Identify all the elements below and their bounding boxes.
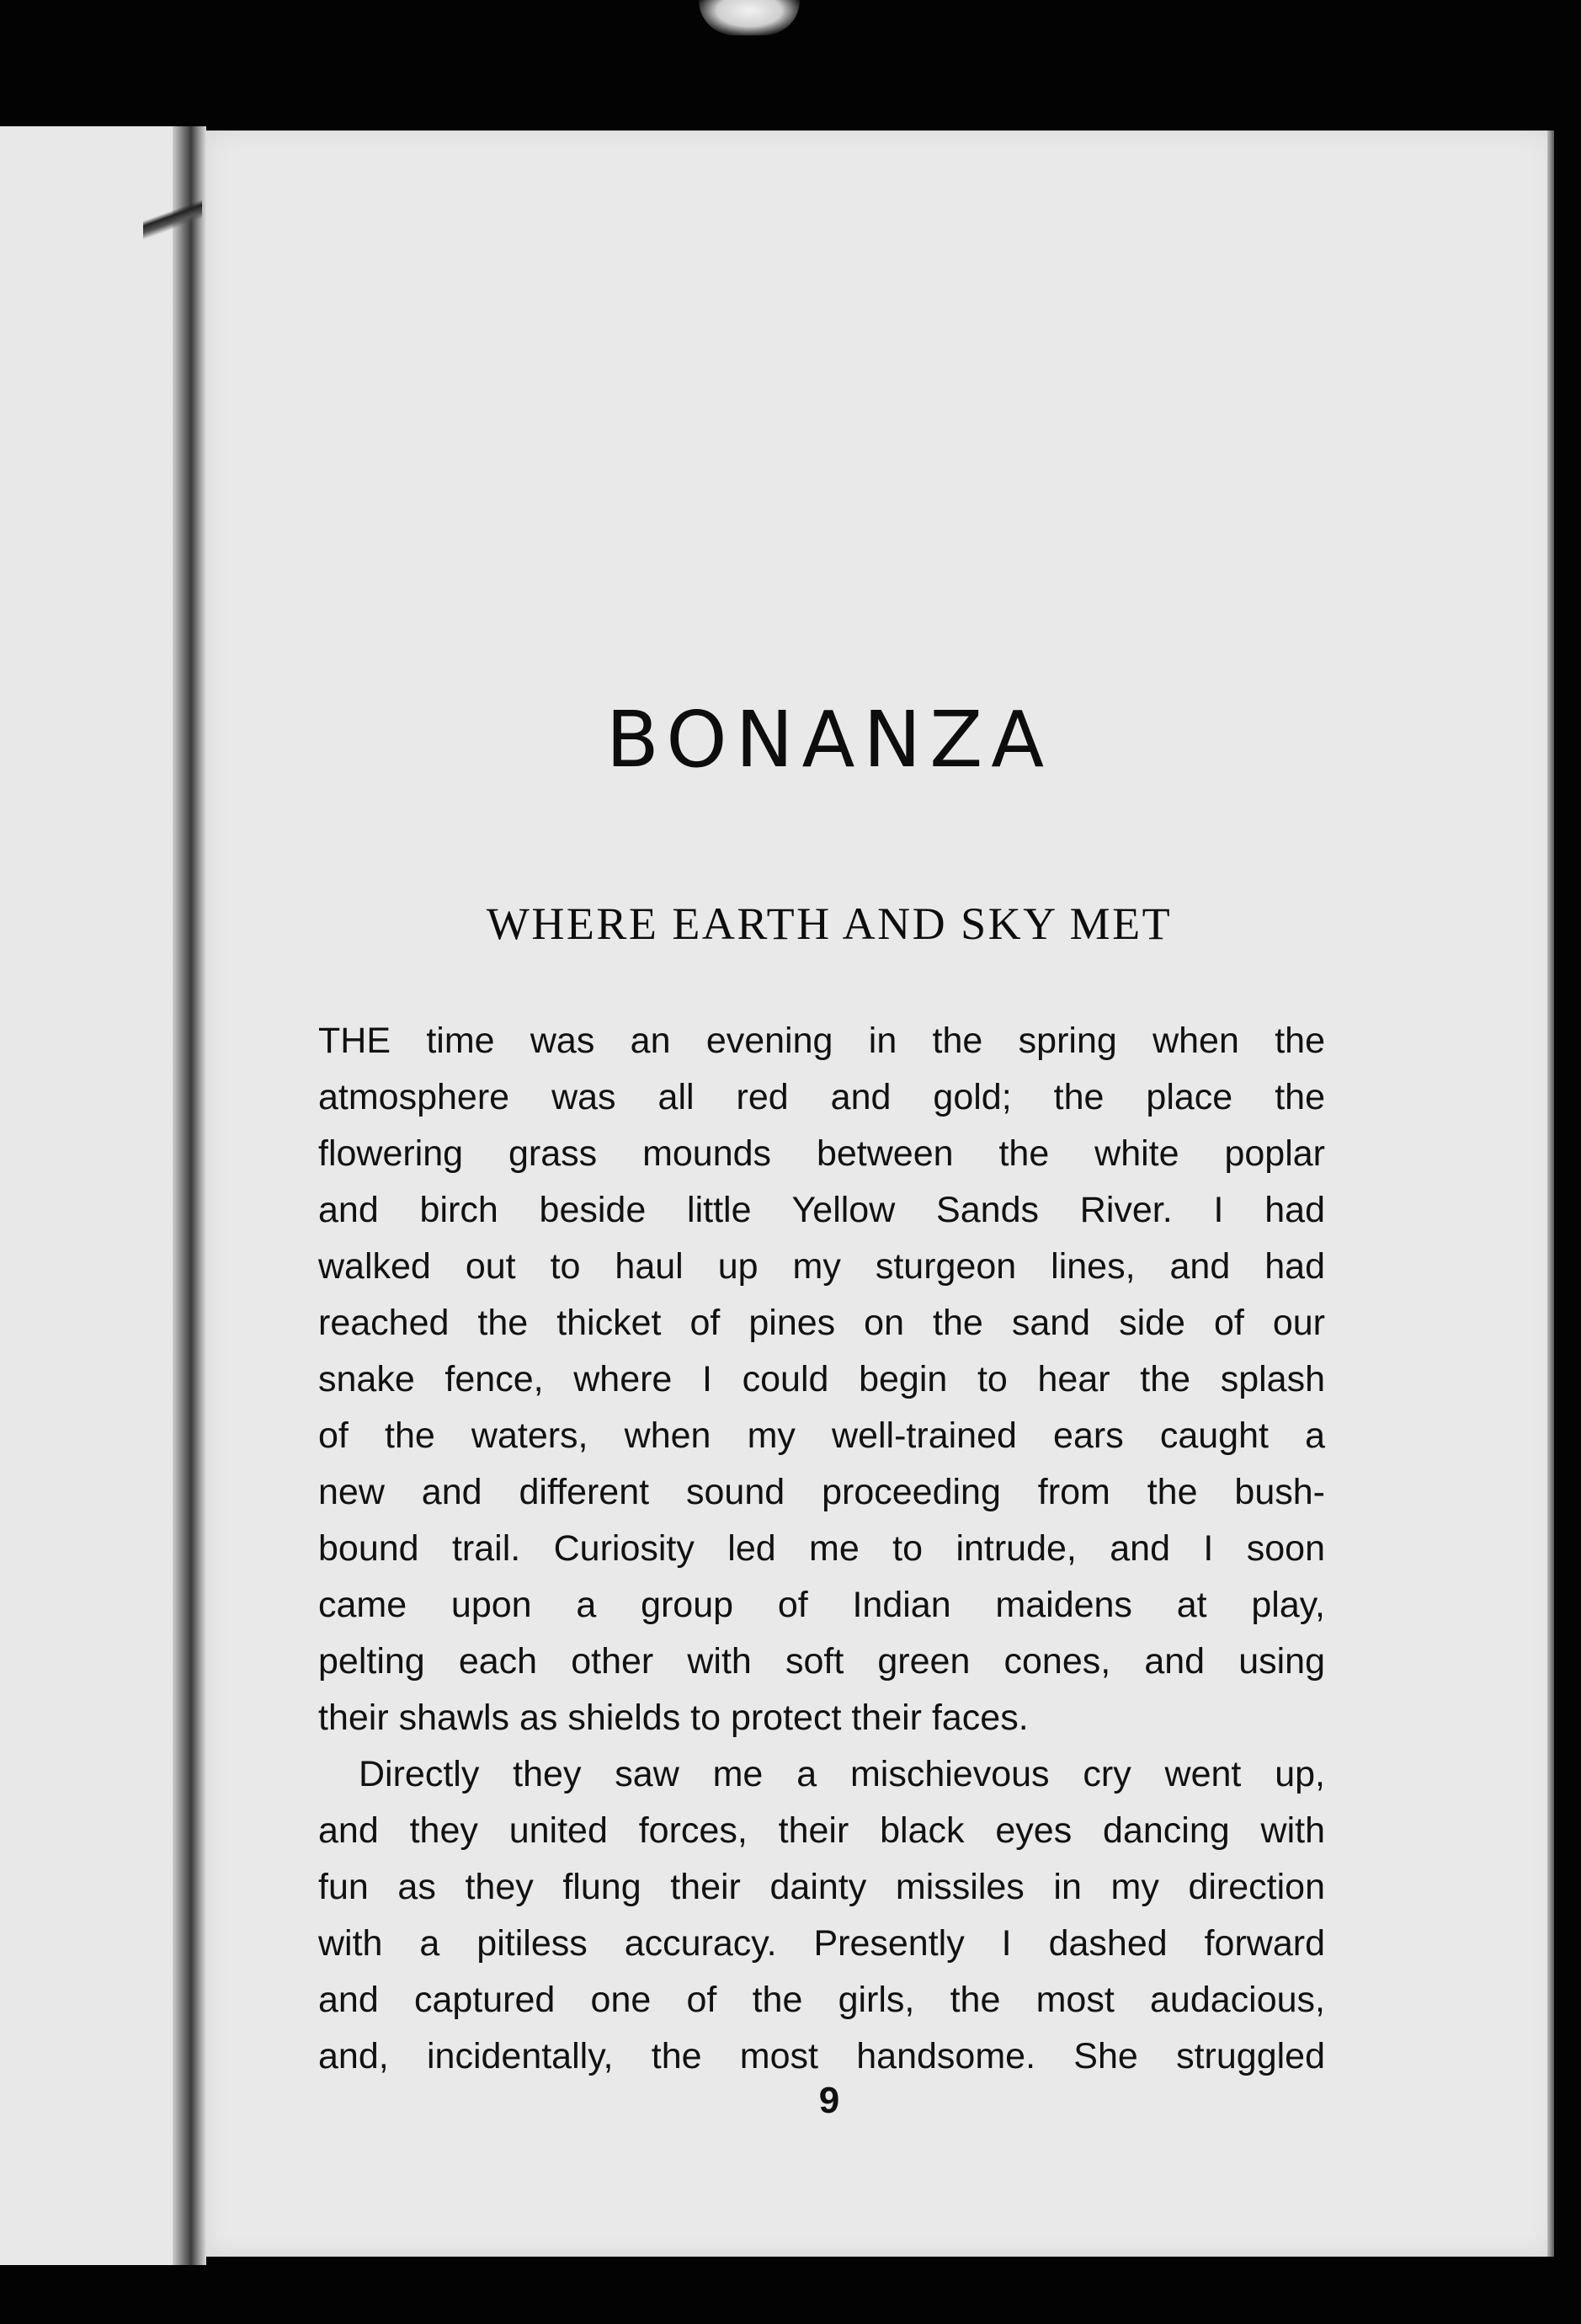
text-line: and they united forces, their black eyes dancing with (318, 1810, 1325, 1851)
text-line: flowering grass mounds between the white poplar (318, 1133, 1325, 1174)
page-number: 9 (818, 2080, 840, 2121)
text-line: THE time was an evening in the spring when the (318, 1021, 1325, 1061)
text-line: new and different sound proceeding from the bush- (318, 1472, 1325, 1512)
spine-crease (143, 143, 202, 295)
text-line: bound trail. Curiosity led me to intrude, and I soon (318, 1528, 1325, 1569)
text-line: with a pitiless accuracy. Presently I dashed forward (318, 1923, 1325, 1964)
text-line: atmosphere was all red and gold; the place the (318, 1077, 1325, 1117)
text-line: and birch beside little Yellow Sands River. I had (318, 1190, 1325, 1230)
text-line: Directly they saw me a mischievous cry went up, (359, 1754, 1325, 1794)
text-line: fun as they flung their dainty missiles in my direction (318, 1867, 1325, 1907)
left-page-edge (0, 126, 198, 2265)
text-line: snake fence, where I could begin to hear the splash (318, 1359, 1325, 1399)
book-spine (173, 126, 206, 2265)
text-line: pelting each other with soft green cones, and using (318, 1641, 1325, 1682)
text-line: walked out to haul up my sturgeon lines, and had (318, 1246, 1325, 1287)
text-line: came upon a group of Indian maidens at play, (318, 1585, 1325, 1625)
chapter-title: WHERE EARTH AND SKY MET (486, 898, 1173, 949)
book-title: BONANZA (605, 695, 1053, 785)
text-line: of the waters, when my well-trained ears caught a (318, 1415, 1325, 1456)
body-text (318, 1013, 1325, 2085)
page-right-edge (1547, 131, 1554, 2257)
text-line: reached the thicket of pines on the sand side of our (318, 1303, 1325, 1343)
text-line: and captured one of the girls, the most audacious, (318, 1980, 1325, 2020)
text-line: their shawls as shields to protect their faces. (318, 1698, 1029, 1738)
text-line: and, incidentally, the most handsome. She struggled (318, 2036, 1325, 2076)
